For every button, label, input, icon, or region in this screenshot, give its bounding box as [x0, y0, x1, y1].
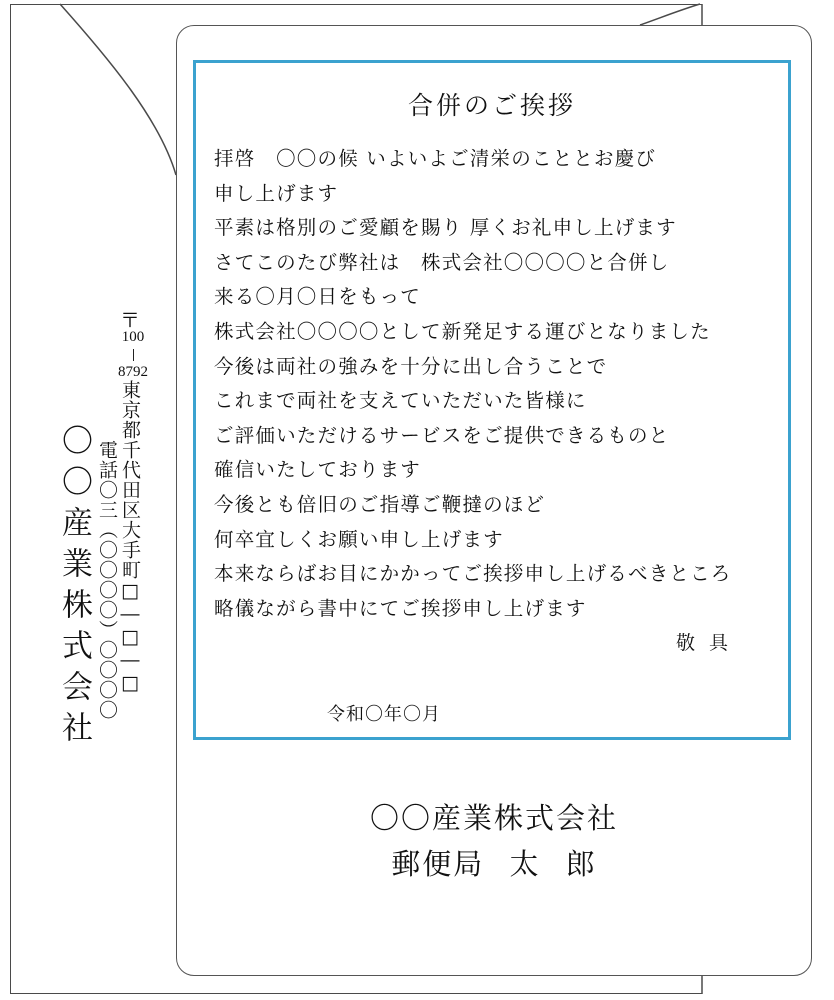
closing-phrase: 敬具 — [676, 632, 743, 654]
body-line: 申し上げます — [214, 181, 339, 205]
signer-company: 〇〇産業株式会社 — [369, 801, 618, 835]
body-line: これまで両社を支えていただいた皆様に — [214, 389, 587, 413]
body-line: 拝啓 〇〇の候 いよいよご清栄のこととお慶び — [214, 147, 657, 170]
body-line: ご評価いただけるサービスをご提供できるものと — [214, 423, 670, 447]
postal-code — [111, 328, 155, 382]
letter-date: 令和〇年〇月 — [327, 704, 441, 725]
postal-code-divider — [133, 349, 134, 361]
signer-name: 郵便局 太 郎 — [391, 847, 597, 881]
body-line: 確信いたしております — [214, 458, 422, 482]
body-line: 来る〇月〇日をもって — [214, 285, 422, 309]
postal-mark-icon: 〒 — [120, 308, 140, 332]
sender-phone: 電話〇三（〇〇〇〇）〇〇〇〇 — [96, 440, 118, 720]
body-line: 平素は格別のご愛顧を賜り 厚くお礼申し上げます — [214, 216, 677, 240]
sender-company: 〇〇産業株式会社 — [56, 424, 92, 752]
body-line: 今後は両社の強みを十分に出し合うことで — [214, 354, 608, 378]
body-line: さてこのたび弊社は 株式会社〇〇〇〇と合併し — [214, 250, 670, 274]
sender-address: 東京都千代田区大手町□―□―□ — [119, 380, 141, 695]
body-line: 何卒宜しくお願い申し上げます — [214, 527, 504, 551]
letter-body — [214, 142, 732, 626]
postal-code-first: 100 — [121, 329, 145, 345]
body-line: 株式会社〇〇〇〇として新発足する運びとなりました — [214, 319, 711, 343]
body-line: 本来ならばお目にかかってご挨拶申し上げるべきところ — [214, 562, 732, 586]
postal-code-second: 8792 — [118, 363, 148, 380]
body-line: 略儀ながら書中にてご挨拶申し上げます — [214, 596, 587, 620]
letter-title: 合併のご挨拶 — [407, 91, 576, 120]
body-line: 今後とも倍旧のご指導ご鞭撻のほど — [214, 492, 546, 516]
